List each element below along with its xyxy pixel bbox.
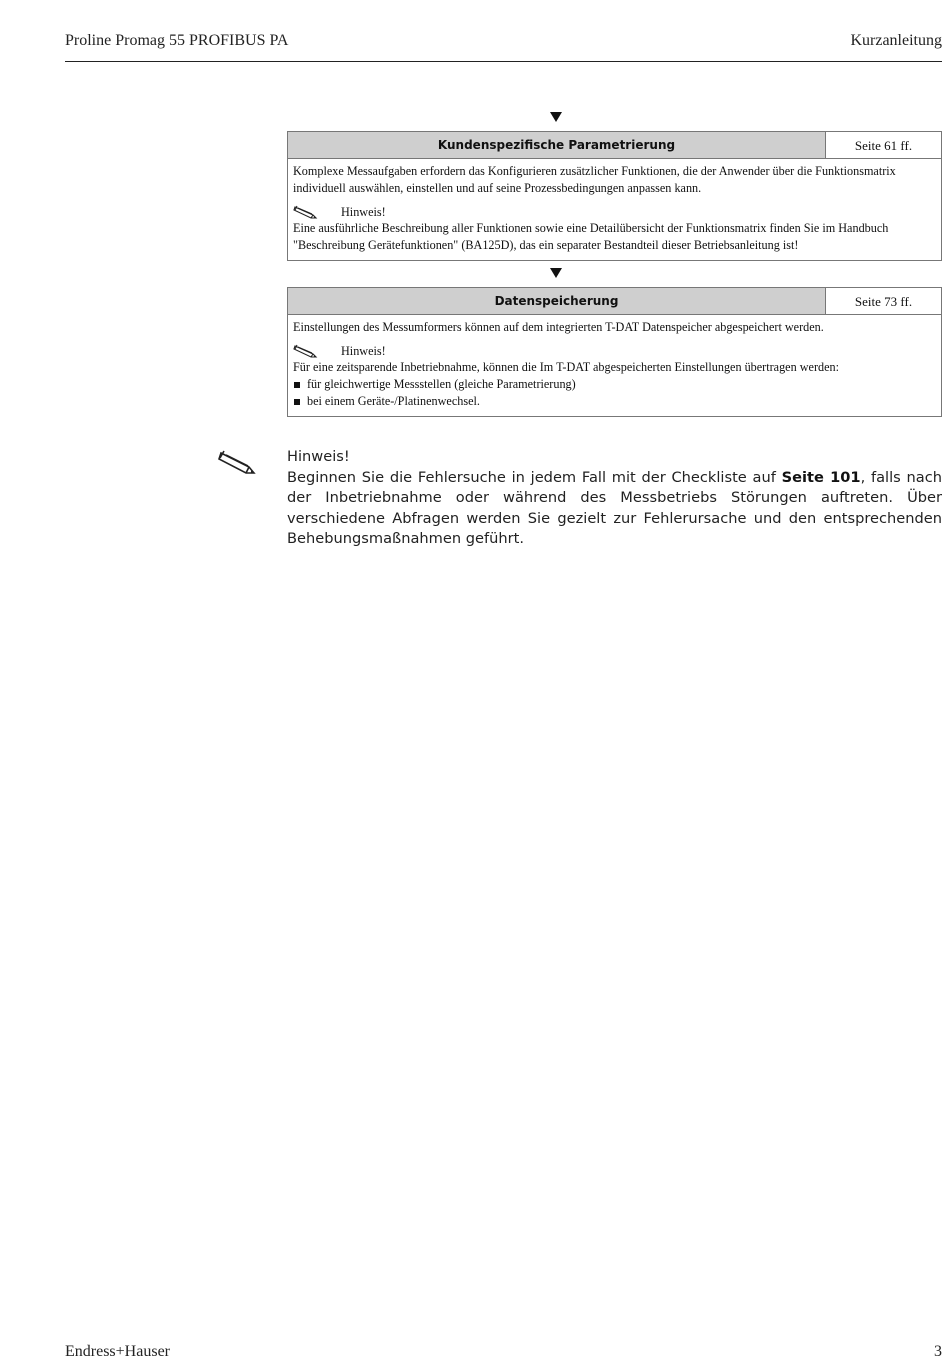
step-note-header — [293, 343, 935, 359]
list-item — [293, 393, 935, 410]
step-title-row — [288, 288, 941, 315]
troubleshooting-note — [287, 447, 942, 550]
step-description: Komplexe Messaufgaben erfordern das Konfigurieren zusätzlicher Funktionen, die der Anwender über die Funktionsmatrix individuell auswählen, einstellen und auf seine Prozessbedingungen anpassen kann. — [293, 164, 896, 195]
note-page-ref: Seite 101 — [781, 468, 861, 486]
step-bullet-list — [293, 376, 935, 410]
step-body — [288, 159, 941, 259]
step-note-text: Für eine zeitsparende Inbetriebnahme, können die Im T-DAT abgespeicherten Einstellungen übertragen werden: — [293, 360, 839, 374]
note-text — [287, 468, 942, 550]
list-item-text: bei einem Geräte-/Platinenwechsel. — [307, 394, 480, 408]
step-title-row — [288, 132, 941, 159]
step-description: Einstellungen des Messumformers können auf dem integrierten T-DAT Datenspeicher abgespeichert werden. — [293, 320, 824, 334]
arrow-down-icon — [550, 112, 562, 122]
step-title: Kundenspezifische Parametrierung — [288, 132, 826, 158]
pencil-note-icon — [218, 448, 258, 478]
step-page-ref: Seite 73 ff. — [854, 294, 913, 309]
step-box-parametrierung — [287, 131, 942, 261]
step-body — [288, 315, 941, 415]
page-header — [65, 32, 942, 62]
footer-page-number: 3 — [934, 1343, 942, 1360]
step-note-label: Hinweis! — [341, 204, 386, 219]
list-item-text: für gleichwertige Messstellen (gleiche Parametrierung) — [307, 377, 576, 391]
pencil-note-icon — [293, 343, 319, 359]
step-note-label: Hinweis! — [341, 343, 386, 358]
step-page-ref: Seite 61 ff. — [854, 138, 913, 153]
note-label: Hinweis! — [287, 448, 350, 465]
header-product-title: Proline Promag 55 PROFIBUS PA — [65, 32, 289, 49]
bullet-square-icon — [294, 399, 300, 405]
note-text-end: , falls nach der Inbetriebnahme oder während des Messbetriebs Störungen auftreten. Über verschiedene Abfragen werden Sie gezielt zur Fehlerursache und den entsprechenden Behebungsmaßnahmen geführt. — [287, 468, 942, 547]
list-item — [293, 376, 935, 393]
footer-company: Endress+Hauser — [65, 1343, 170, 1360]
arrow-down-icon — [550, 268, 562, 278]
step-note-text: Eine ausführliche Beschreibung aller Funktionen sowie eine Detailübersicht der Funktionsmatrix finden Sie im Handbuch "Beschreibung Gerätefunktionen" (BA125D), das ein separater Bestandteil dieser Betriebsanleitung ist! — [293, 221, 889, 252]
step-title: Datenspeicherung — [288, 288, 826, 314]
header-section-title: Kurzanleitung — [850, 32, 942, 49]
step-note-header — [293, 204, 935, 220]
step-box-datenspeicherung — [287, 287, 942, 417]
note-text-start: Beginnen Sie die Fehlersuche in jedem Fall mit der Checkliste auf — [287, 468, 782, 486]
bullet-square-icon — [294, 382, 300, 388]
pencil-note-icon — [293, 204, 319, 220]
